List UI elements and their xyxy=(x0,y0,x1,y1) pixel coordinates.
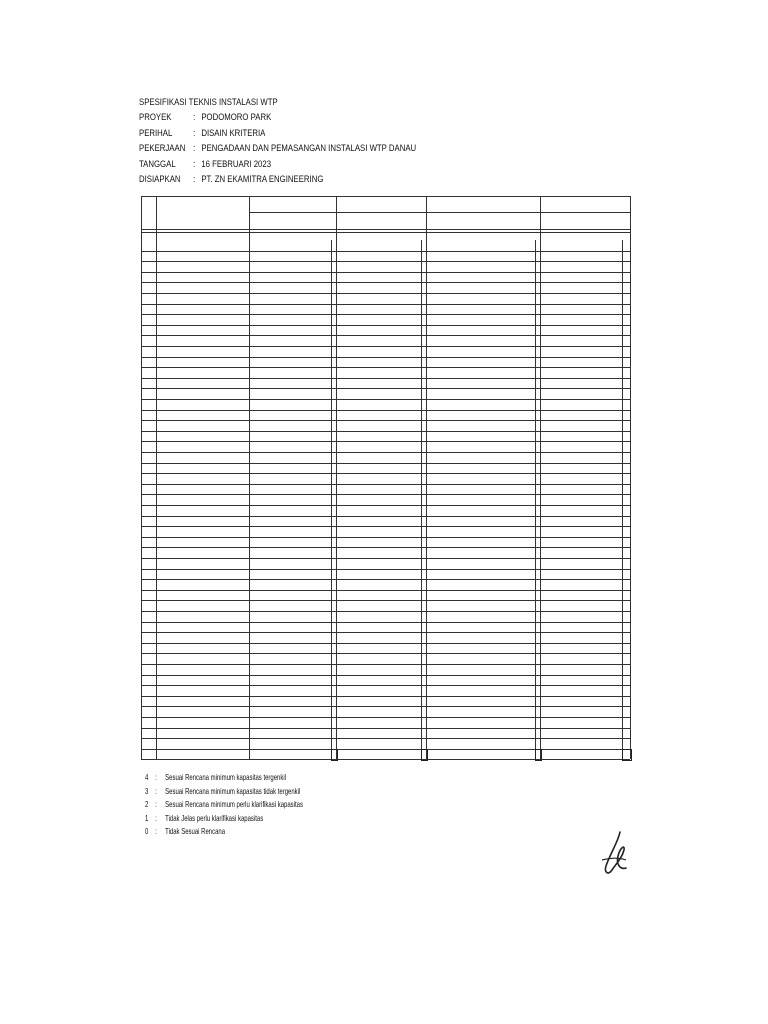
table-border-top xyxy=(141,196,630,197)
legend-score: 3 xyxy=(145,785,149,796)
row-rule xyxy=(141,378,630,379)
legend-separator: : xyxy=(155,826,157,837)
total-box xyxy=(331,749,338,762)
legend-item xyxy=(145,771,286,783)
header-sep: : xyxy=(193,143,196,155)
row-rule xyxy=(141,367,630,368)
header-double-rule xyxy=(141,232,630,233)
header-label: PEKERJAAN xyxy=(139,143,186,155)
row-rule xyxy=(141,463,630,464)
signature-mark xyxy=(598,830,628,878)
row-rule xyxy=(141,251,630,252)
row-rule xyxy=(141,547,630,548)
score-column-rule xyxy=(331,240,332,759)
legend-score: 4 xyxy=(145,772,149,783)
row-rule xyxy=(141,388,630,389)
row-rule xyxy=(141,600,630,601)
header-sep: : xyxy=(193,158,196,170)
legend-text: Sesuai Rencana minimum kapasitas tergenkil xyxy=(165,772,287,783)
row-rule xyxy=(141,685,630,686)
header-sub-rule xyxy=(249,212,630,213)
header-value: 16 FEBRUARI 2023 xyxy=(201,158,272,170)
header-value: PT. ZN EKAMITRA ENGINEERING xyxy=(201,174,324,186)
header-sep: : xyxy=(193,112,196,124)
legend-item xyxy=(145,812,263,824)
row-rule xyxy=(141,664,630,665)
legend-item xyxy=(145,825,225,837)
row-rule xyxy=(141,357,630,358)
row-rule xyxy=(141,505,630,506)
row-rule xyxy=(141,622,630,623)
legend-separator: : xyxy=(155,799,157,810)
row-rule xyxy=(141,293,630,294)
row-rule xyxy=(141,749,630,750)
row-rule xyxy=(141,431,630,432)
row-rule xyxy=(141,441,630,442)
row-rule xyxy=(141,325,630,326)
header-bottom-rule xyxy=(141,229,630,230)
row-rule xyxy=(141,738,630,739)
legend-separator: : xyxy=(155,772,157,783)
row-rule xyxy=(141,494,630,495)
row-rule xyxy=(141,706,630,707)
row-rule xyxy=(141,653,630,654)
header-sep: : xyxy=(193,174,196,186)
score-column-rule xyxy=(535,240,536,759)
row-rule xyxy=(141,399,630,400)
row-rule xyxy=(141,261,630,262)
total-box xyxy=(535,749,542,762)
row-rule xyxy=(141,314,630,315)
row-rule xyxy=(141,717,630,718)
row-rule xyxy=(141,696,630,697)
total-box xyxy=(622,749,632,762)
row-rule xyxy=(141,728,630,729)
legend-item xyxy=(145,785,300,797)
header-label: PERIHAL xyxy=(139,127,173,139)
legend-separator: : xyxy=(155,785,157,796)
table-border-right xyxy=(630,196,631,759)
legend-separator: : xyxy=(155,812,157,823)
header-value: PENGADAAN DAN PEMASANGAN INSTALASI WTP DANAU xyxy=(201,143,417,155)
legend-score: 0 xyxy=(145,826,149,837)
row-rule xyxy=(141,569,630,570)
score-column-rule xyxy=(622,240,623,759)
legend-item xyxy=(145,798,303,810)
row-rule xyxy=(141,346,630,347)
row-rule xyxy=(141,420,630,421)
row-rule xyxy=(141,335,630,336)
row-rule xyxy=(141,452,630,453)
row-rule xyxy=(141,675,630,676)
legend-score: 2 xyxy=(145,799,149,810)
row-rule xyxy=(141,272,630,273)
row-rule xyxy=(141,611,630,612)
document-title: SPESIFIKASI TEKNIS INSTALASI WTP xyxy=(139,97,278,108)
row-rule xyxy=(141,579,630,580)
legend-score: 1 xyxy=(145,812,149,823)
header-value: DISAIN KRITERIA xyxy=(201,127,266,139)
header-label: TANGGAL xyxy=(139,158,176,170)
row-rule xyxy=(141,632,630,633)
score-column-rule xyxy=(421,240,422,759)
legend-text: Sesuai Rencana minimum perlu klarifikasi kapasitas xyxy=(165,799,303,810)
row-rule xyxy=(141,643,630,644)
row-rule xyxy=(141,526,630,527)
row-rule xyxy=(141,304,630,305)
row-rule xyxy=(141,537,630,538)
header-label: DISIAPKAN xyxy=(139,174,181,186)
legend-text: Tidak Jelas perlu klarifikasi kapasitas xyxy=(165,812,264,823)
legend-text: Tidak Sesuai Rencana xyxy=(165,826,226,837)
row-rule xyxy=(141,484,630,485)
row-rule xyxy=(141,473,630,474)
row-rule xyxy=(141,282,630,283)
header-sep: : xyxy=(193,127,196,139)
row-rule xyxy=(141,590,630,591)
row-rule xyxy=(141,759,630,760)
header-label: PROYEK xyxy=(139,112,172,124)
row-rule xyxy=(141,410,630,411)
total-box xyxy=(421,749,428,762)
legend-text: Sesuai Rencana minimum kapasitas tidak tergenkil xyxy=(165,785,301,796)
row-rule xyxy=(141,516,630,517)
row-rule xyxy=(141,558,630,559)
header-value: PODOMORO PARK xyxy=(201,112,272,124)
